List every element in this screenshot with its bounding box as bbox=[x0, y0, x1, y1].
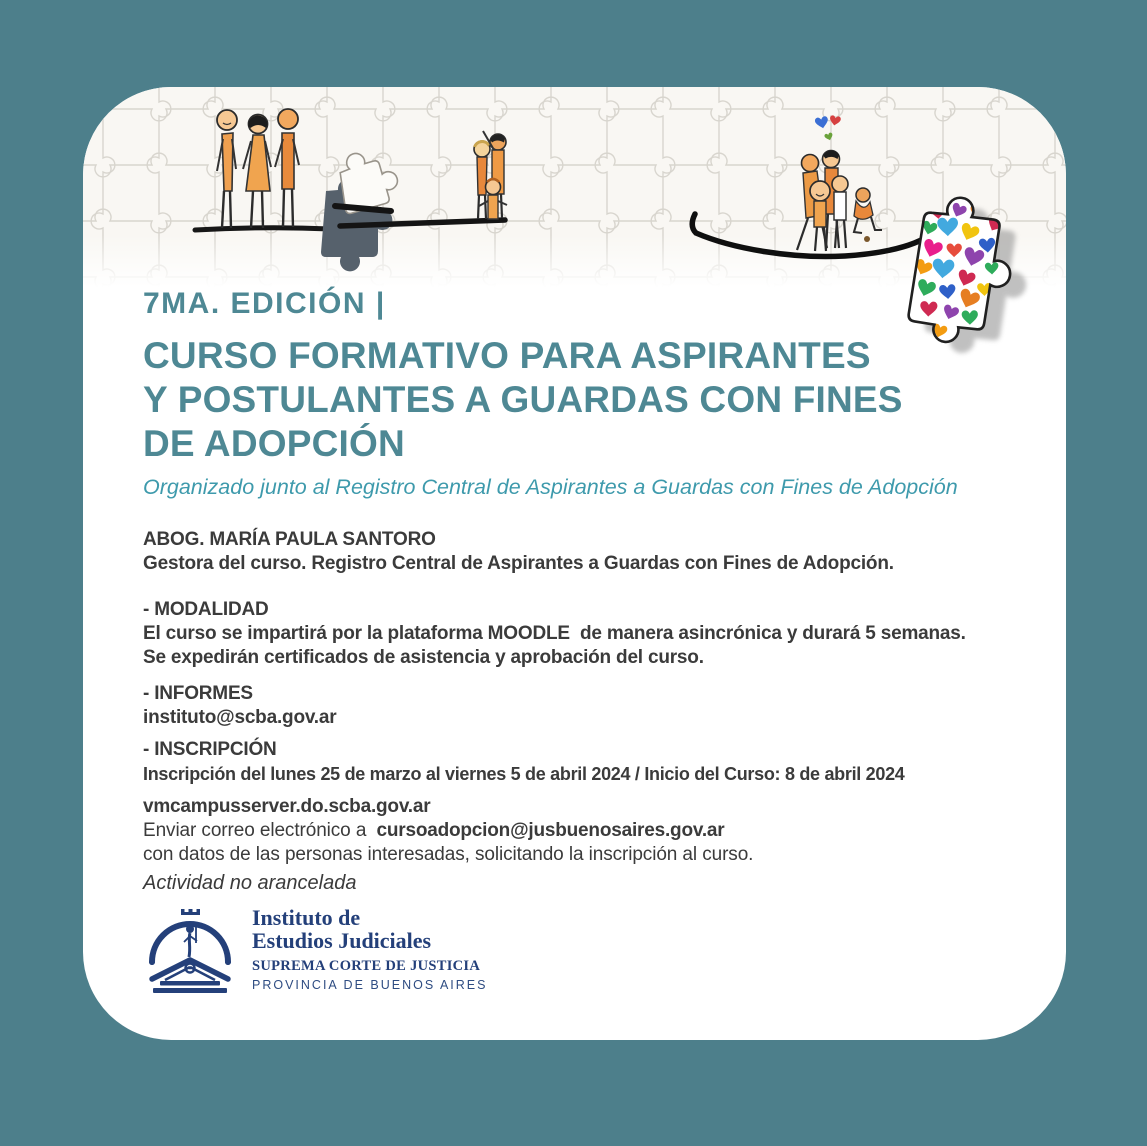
logo-subtitle-1: SUPREMA CORTE DE JUSTICIA bbox=[252, 958, 481, 974]
flyer-content bbox=[143, 287, 1030, 995]
campus-url: vmcampusserver.do.scba.gov.ar bbox=[143, 796, 431, 817]
flyer-card bbox=[83, 87, 1066, 1040]
informes-heading: - INFORMES bbox=[143, 683, 253, 704]
course-title-line-2: Y POSTULANTES A GUARDAS CON FINES bbox=[143, 379, 903, 420]
informes-email: instituto@scba.gov.ar bbox=[143, 707, 337, 728]
modalidad-line-2: Se expedirán certificados de asistencia y aprobación del curso. bbox=[143, 647, 704, 668]
scba-dome-logo-icon bbox=[143, 905, 237, 995]
organizer-subtitle: Organizado junto al Registro Central de Aspirantes a Guardas con Fines de Adopción bbox=[143, 475, 958, 499]
email-line-prefix: Enviar correo electrónico a bbox=[143, 820, 372, 841]
logo-name-line-1: Instituto de bbox=[252, 905, 361, 930]
presenter-role: Gestora del curso. Registro Central de Aspirantes a Guardas con Fines de Adopción. bbox=[143, 553, 894, 574]
inscription-email-note: con datos de las personas interesadas, solicitando la inscripción al curso. bbox=[143, 844, 754, 865]
edition-label: 7MA. EDICIÓN | bbox=[143, 287, 386, 320]
presenter-name: ABOG. MARÍA PAULA SANTORO bbox=[143, 529, 436, 550]
logo-name-line-2: Estudios Judiciales bbox=[252, 927, 432, 953]
free-activity-note: Actividad no arancelada bbox=[143, 872, 357, 894]
logo-subtitle-2: PROVINCIA DE BUENOS AIRES bbox=[252, 978, 488, 992]
modalidad-heading: - MODALIDAD bbox=[143, 599, 269, 620]
institution-logo bbox=[143, 905, 1030, 995]
inscription-email: cursoadopcion@jusbuenosaires.gov.ar bbox=[376, 820, 725, 841]
inscripcion-dates: Inscripción del lunes 25 de marzo al viernes 5 de abril 2024 / Inicio del Curso: 8 de abril 2024 bbox=[143, 764, 905, 784]
course-title-line-1: CURSO FORMATIVO PARA ASPIRANTES bbox=[143, 335, 871, 376]
logo-text-block bbox=[252, 907, 487, 993]
inscription-email-line bbox=[143, 819, 1030, 843]
course-title bbox=[143, 334, 1030, 466]
course-title-line-3: DE ADOPCIÓN bbox=[143, 423, 405, 464]
inscripcion-heading: - INSCRIPCIÓN bbox=[143, 739, 277, 760]
modalidad-line-1: El curso se impartirá por la plataforma MOODLE de manera asincrónica y durará 5 semanas. bbox=[143, 623, 966, 644]
